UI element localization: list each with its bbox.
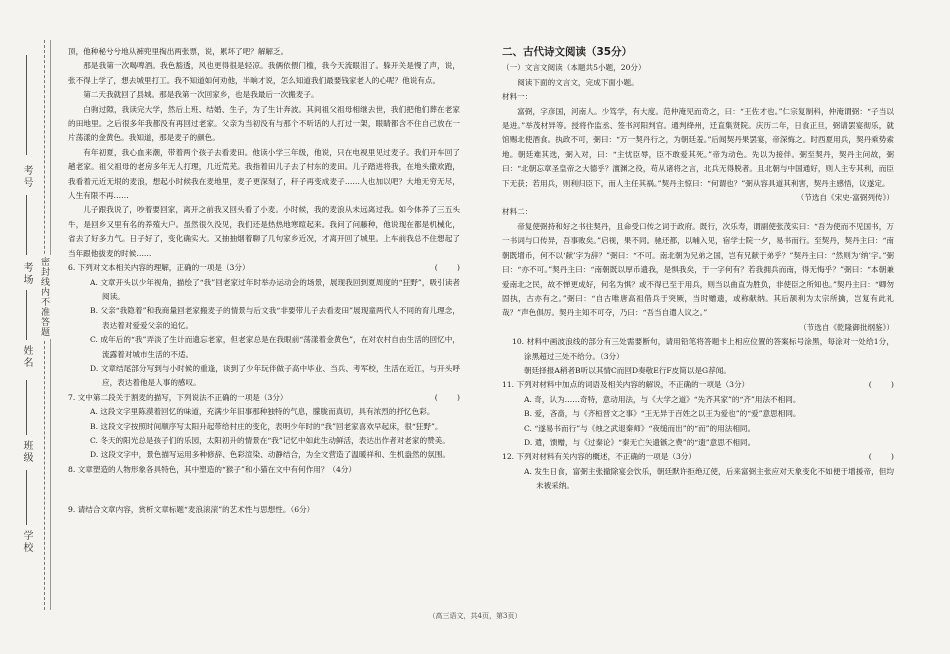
- material-1-text: 富弼，字彦国，河南人。少笃学，有大度。范仲淹见而奇之，曰：“王佐才也。”仁宗复制科，仲淹谓弼：“子当以是进。”举茂材异等。授将作监丞、签书河阳判官。通判绛州，迁直集贤院。庆历二年，日食正旦，弼请罢宴彻乐，就馆赐北使酒食。执政不可，弼曰：“万一契丹行之，为朝廷羞。”后闻契丹果罢宴，帝深悔之。时西夏用兵，契丹乘势索地。朝廷难其选，弼入对，曰：“主忧臣辱，臣不敢爱其死。”帝为动色。先以为接伴。弼至契丹，契丹主问故，弼曰：“北朝忘章圣皇帝之大德乎？澶渊之役，苟从诸将之言，北兵无得脱者。且北朝与中国通好，则人主专其利，而臣下无获；若用兵，则利归臣下，而人主任其祸。”契丹主惊曰：“何谓也？”弼从容具道其利害，契丹主感悟，议遂定。: [502, 106, 894, 188]
- q11-option-b: B. 爱，吝啬，与《齐桓晋文之事》“王无异于百姓之以王为爱也”的“爱”意思相同。: [524, 409, 801, 419]
- q11-option-d: D. 遣，馈赠，与《过秦论》“秦无亡矢遗镞之费”的“遗”意思不相同。: [524, 437, 756, 447]
- q6-option-b: B. 父亲“我隐着”和我商量回老家搬麦子的情景与后文我“非要带儿子去看麦田”展现童两代人不同的育儿理念，表达着对爱爱父亲的追忆。: [90, 306, 460, 330]
- question-6-stem: [68, 261, 460, 275]
- name-label: 姓名: [21, 345, 32, 369]
- q6-option-a: A. 文章开头以少年视角，描绘了“我”回老家过年时举办运动会的场景，展现我回到夏周度的“狂野”，吸引读者阅读。: [90, 277, 460, 301]
- q11-text: 11. 下列对材料中加点的词语及相关内容的解说，不正确的一项是（3分）: [502, 380, 750, 390]
- question-7-stem: [68, 391, 460, 405]
- passage-paragraph: 有年初夏，我心血来潮，带着两个孩子去看麦田。他读小学三年级，他说，只在电视里见过麦子。我们开车回了趟老家。祖父祖母的老房多年无人打理，几近荒芜。我指着田儿子去了村东的麦田。儿子踏进将我，在地头撒欢跑，我看着元近无垠的麦浪，想起小时候我在麦地里，麦子更深刻了，秆子再变成麦子……人也加以吧？大地无穷无尽，人生有限不再……: [68, 147, 460, 201]
- grade-line: [26, 380, 27, 435]
- q7-text: 7. 文中第二段关于割麦的描写，下列说法不正确的一项是（3分）: [68, 392, 288, 402]
- q12-option-a: A. 发生日食，富弼主张撤除宴会饮乐，朝廷默许拒绝辽使，后来富弼主张应对天象变化不如便于增援帝，但均未被采纳。: [524, 466, 894, 491]
- exam-no-line: [26, 55, 27, 155]
- question-11-stem: [502, 378, 894, 392]
- q7-option-a: A. 这段文字里陈漠着回忆的味道，充满少年旧事那种独特的气息，朦胧而真切，具有浓烈的抒忆色彩。: [90, 407, 435, 417]
- question-8: 8. 文章塑造的人物形象各具特色，其中塑造的“猴子”和小猫在文中有何作用？（4分）: [68, 464, 357, 474]
- school-label: 学校: [21, 530, 32, 554]
- passage-paragraph: 顶，他种秘兮兮地从裤兜里掏出两张票，说，累坏了吧？解解乏。: [68, 47, 289, 56]
- q7-answer-blank[interactable]: ( ): [434, 392, 460, 402]
- q12-text: 12. 下列对材料有关内容的概述，不正确的一项是（3分）: [502, 452, 696, 462]
- page-footer: （高三语文，共4页，第3页）: [428, 612, 522, 620]
- q11-option-c: C. “遂易书而行”与《烛之武退秦师》“夜缒而出”的“而”的用法相同。: [524, 423, 756, 433]
- question-10-sentence[interactable]: 朝廷择报A稍者B听以其情C而回D奏敬E行F皮简以是G荐闻。: [524, 365, 731, 375]
- reading-instruction: 阅读下面的文言文，完成下面小题。: [517, 77, 639, 87]
- class-line: [26, 195, 27, 255]
- passage-paragraph: 儿子跟我说了，吵着要回家，离开之前我又回头看了小麦。小时候，我的麦浪从未远离过我。如今体养了三五头牛，是回乡又里有名的养殖大户。虽然很久没见，我们还是热热地寒暄起来。我问了问藤种，他说现在都是机械化，省去了好多力气。日子好了，变化确实大。又抽抽烟着聊了几句家乡近况，才离开回了城里。上车前我总不住想起了当年跟他拔麦的时候……: [68, 205, 460, 258]
- q7-option-d: D. 这段文字中，景色描写运用多种修辞、色彩渲染、动静结合，为全文营造了温暖祥和、生机盎然的氛围。: [90, 450, 450, 460]
- q6-option-c: C. 成年后的“我”弄淡了生计而遗忘老家，但老家总是在我眼前“荡漾着金黄色”，在对农村自由生活的回忆中，流露着对城市生活的不适。: [90, 335, 460, 359]
- seal-notice: 密封线内不准答题: [39, 257, 49, 337]
- passage-paragraph: 那是我第一次喝啤酒。我色豁透，风也更得很是轻凉。我俩依偎门槛，我今天流眼泪了。躲开关是慢了声，说，张不得上学了，想去城里打工。我不知道如何劝他，半晌才说，怎么知道我们最要钱家老人的心呢？他说有点。: [68, 61, 460, 85]
- question-12-stem: [502, 450, 894, 464]
- material-2-label: 材料二：: [502, 207, 533, 217]
- material-1-label: 材料一：: [502, 92, 533, 102]
- question-10-stem: 10. 材料中画波浪线的部分有三处需要断句，请用铅笔将答题卡上相应位置的答案标号涂黑，每涂对一处给1分，涂黑超过三处不给分。（3分）: [512, 337, 894, 361]
- passage-paragraph: 白驹过隙，我读完大学，然后上班、结婚、生子，为了生计奔波。其间祖父祖母相继去世，我们把他们葬在老家的田地里。之后很多年我都没有再回过老家。父亲为当初没有与那个不听话的人打过一架，眼睛都含不住自己放在一片荡漾的金黄色。我知道，那是麦子的颜色。: [68, 104, 460, 143]
- q6-option-d: D. 文章结尾部分写到与小时候的重逢，谈到了少年玩伴做子高中毕业、当兵、考军校，生活在近江，与开头呼应，表达着他是人事的感叹。: [90, 363, 460, 388]
- q6-answer-blank[interactable]: ( ): [434, 263, 460, 273]
- q7-option-b: B. 这段文字按照时间顺序写太阳升起带给村庄的变化，表明少年时的“我”回老家喜欢早起床，很“狂野”。: [90, 421, 443, 431]
- q8-answer-space[interactable]: [68, 477, 460, 503]
- material-2-source: （节选自《乾隆御批纲鉴》）: [799, 322, 894, 332]
- school-line: [26, 470, 27, 525]
- q11-answer-blank[interactable]: ( ): [868, 380, 894, 390]
- binding-margin: [0, 0, 58, 654]
- q7-option-c: C. 冬天的阳光总是孩子们的乐园，太阳初升的情景在“我”记忆中如此生动鲜活，表达出作者对老家的赞美。: [90, 435, 450, 445]
- material-1-source: （节选自《宋史·富弼列传》）: [796, 193, 894, 203]
- question-9: 9. 请结合文章内容，赏析文章标题“麦浪滚滚”的艺术性与思想性。（6分）: [68, 505, 315, 515]
- left-column: [68, 45, 460, 518]
- name-line: [26, 290, 27, 340]
- q6-text: 6. 下列对文本相关内容的理解，正确的一项是（3分）: [68, 263, 250, 273]
- exam-no-label: 考号: [21, 165, 32, 189]
- q12-answer-blank[interactable]: ( ): [868, 452, 894, 462]
- right-column: [502, 45, 894, 494]
- grade-label: 班级: [21, 440, 32, 464]
- section-title: 二、古代诗文阅读（35分）: [502, 46, 633, 58]
- passage-paragraph: 第二天我就回了县城。那是我第一次回家乡，也是我最后一次搬麦子。: [83, 90, 319, 100]
- q11-option-a: A. 奇，认为……奇特，意动用法，与《大学之道》“先齐其家”的“齐”用法不相同。: [524, 394, 801, 404]
- subsection-title: （一）文言文阅读（本题共5小题，20分）: [502, 63, 646, 73]
- class-label: 考场: [21, 262, 32, 286]
- material-2-text: 帝复使弼持和好之书往契丹，且命受口传之词于政府。既行，次乐寿，谓副使张茂实曰：“吾为使而不见国书，万一书词与口传异，吾事败矣。”启视，果不同。驰还都，以晡入见，宿学士院一夕，易书而行。至契丹，契丹主曰：“南朝既增币，何不以‘献’字为辞？”弼曰：“不可。南北朝为兄弟之国，岂有兄献于弟乎？”契丹主曰：“然则为‘纳’字。”弼曰：“亦不可。”契丹主曰：“南朝既以厚币遗我，是惧我矣，于一字何有？若我拥兵而南，得无悔乎？”弼曰：“本朝兼爱南北之民，故不惮更成好，何名为惧？或不得已至于用兵，则当以曲直为胜负，非使臣之所知也。”契丹主曰：“卿勿固执，古亦有之。”弼曰：“自古唯唐高祖借兵于突厥，当时赠遗，或称献纳。其后颉利为太宗所擒，岂复有此礼哉？”声色俱厉。契丹主知不可夺，乃曰：“吾当自遣人议之。”: [502, 221, 894, 318]
